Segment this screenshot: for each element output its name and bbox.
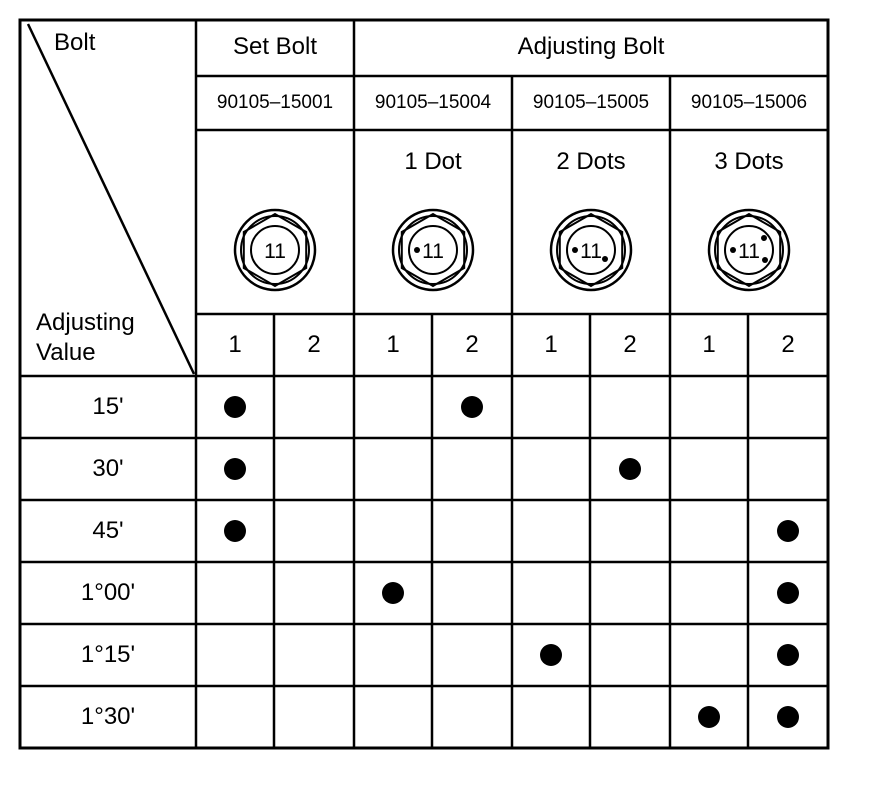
position-header: 2 (307, 331, 321, 358)
bolt-head-number: 11 (580, 240, 602, 263)
corner-value-label: Value (36, 339, 96, 366)
selected-position-marker (698, 706, 720, 728)
selected-position-marker (224, 396, 246, 418)
selected-position-marker (461, 396, 483, 418)
corner-bolt-label: Bolt (54, 29, 96, 56)
selected-position-marker (777, 582, 799, 604)
adjusting-value-label: 1°15' (80, 641, 136, 668)
position-header: 1 (544, 331, 558, 358)
part-number-1-dot: 90105–15004 (374, 92, 492, 113)
bolt-mark-label-1-dot: 1 Dot (404, 148, 462, 175)
selected-position-marker (777, 706, 799, 728)
selected-position-marker (224, 458, 246, 480)
selected-position-marker (382, 582, 404, 604)
part-number-3-dots: 90105–15006 (690, 92, 808, 113)
bolt-mark-label-2-dots: 2 Dots (556, 148, 626, 175)
adjusting-value-label: 1°00' (80, 579, 136, 606)
adjusting-value-label: 1°30' (80, 703, 136, 730)
bolt-head-2-dots-icon (551, 210, 631, 290)
part-number-set-bolt: 90105–15001 (216, 92, 334, 113)
bolt-mark-label-3-dots: 3 Dots (714, 148, 784, 175)
bolt-head-number: 11 (422, 240, 444, 263)
adjusting-value-label: 30' (92, 455, 124, 482)
bolt-head-3-dots-icon (709, 210, 789, 290)
adjusting-value-label: 15' (92, 393, 124, 420)
selected-position-marker (224, 520, 246, 542)
selected-position-marker (777, 644, 799, 666)
selected-position-marker (777, 520, 799, 542)
position-header: 2 (623, 331, 637, 358)
adjusting-bolt-header: Adjusting Bolt (517, 33, 665, 60)
corner-adjusting-label: Adjusting (36, 309, 135, 336)
adjusting-value-label: 45' (92, 517, 124, 544)
bolt-head-number: 11 (264, 240, 286, 263)
set-bolt-header: Set Bolt (232, 33, 318, 60)
position-header: 2 (465, 331, 479, 358)
selected-position-marker (619, 458, 641, 480)
bolt-head-1-dot-icon (393, 210, 473, 290)
position-header: 1 (228, 331, 242, 358)
corner-adjusting-value-label (36, 308, 135, 368)
position-header: 1 (702, 331, 716, 358)
bolt-head-number: 11 (738, 240, 760, 263)
position-header: 2 (781, 331, 795, 358)
position-header: 1 (386, 331, 400, 358)
set-bolt-head-icon (235, 210, 315, 290)
part-number-2-dots: 90105–15005 (532, 92, 650, 113)
selected-position-marker (540, 644, 562, 666)
